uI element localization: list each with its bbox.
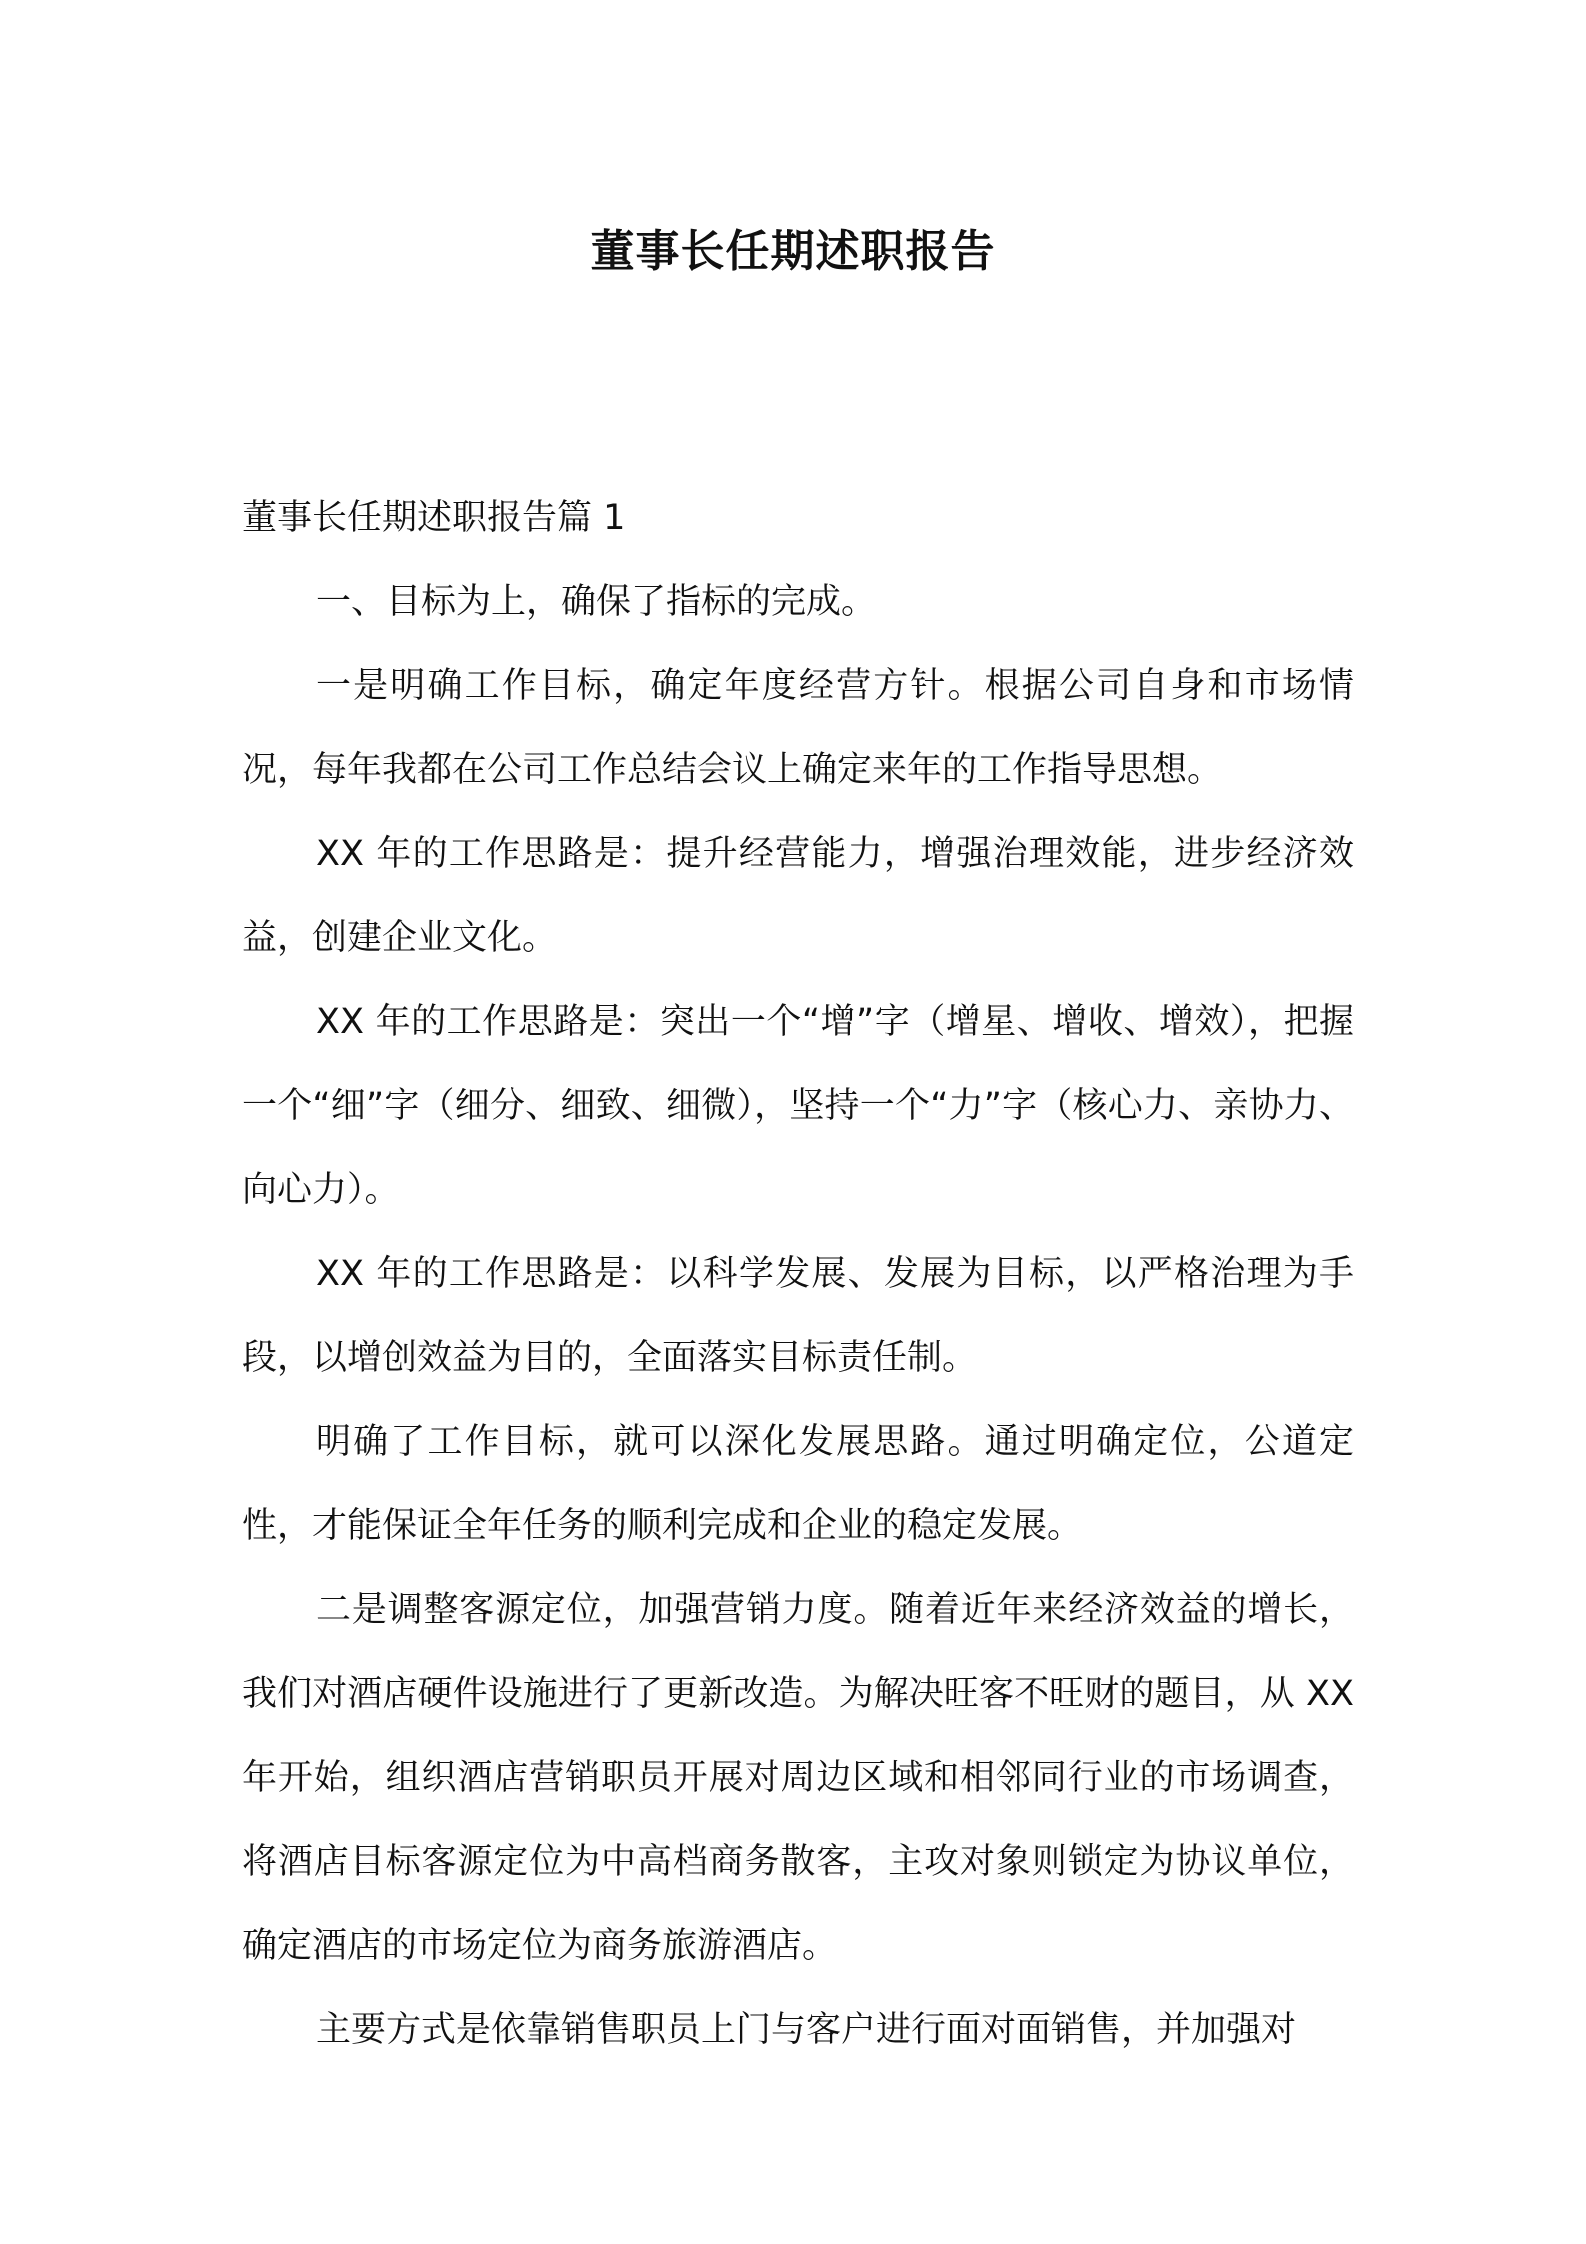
paragraph: XX 年的工作思路是：提升经营能力，增强治理效能，进步经济效益，创建企业文化。 [242,834,1354,958]
paragraph: 明确了工作目标，就可以深化发展思路。通过明确定位，公道定性，才能保证全年任务的顺利完成和企业的稳定发展。 [242,1422,1354,1546]
document-body [242,476,1354,2072]
section-heading: 董事长任期述职报告篇 1 [242,498,626,538]
paragraph: 主要方式是依靠销售职员上门与客户进行面对面销售，并加强对 [316,2010,1297,2050]
paragraph: 一、目标为上，确保了指标的完成。 [316,582,877,622]
paragraph: XX 年的工作思路是：突出一个“增”字（增星、增收、增效），把握一个“细”字（细分、细致、细微），坚持一个“力”字（核心力、亲协力、向心力）。 [242,1002,1354,1210]
paragraph: 二是调整客源定位，加强营销力度。随着近年来经济效益的增长，我们对酒店硬件设施进行了更新改造。为解决旺客不旺财的题目，从 XX 年开始，组织酒店营销职员开展对周边区域和相邻同行业的市场调查，将酒店目标客源定位为中高档商务散客，主攻对象则锁定为协议单位，确定酒店的市场定位为商务旅游酒店。 [242,1590,1354,1966]
document-title: 董事长任期述职报告 [590,226,996,277]
paragraph: 一是明确工作目标，确定年度经营方针。根据公司自身和市场情况，每年我都在公司工作总结会议上确定来年的工作指导思想。 [242,666,1354,790]
paragraph: XX 年的工作思路是：以科学发展、发展为目标，以严格治理为手段，以增创效益为目的，全面落实目标责任制。 [242,1254,1354,1378]
